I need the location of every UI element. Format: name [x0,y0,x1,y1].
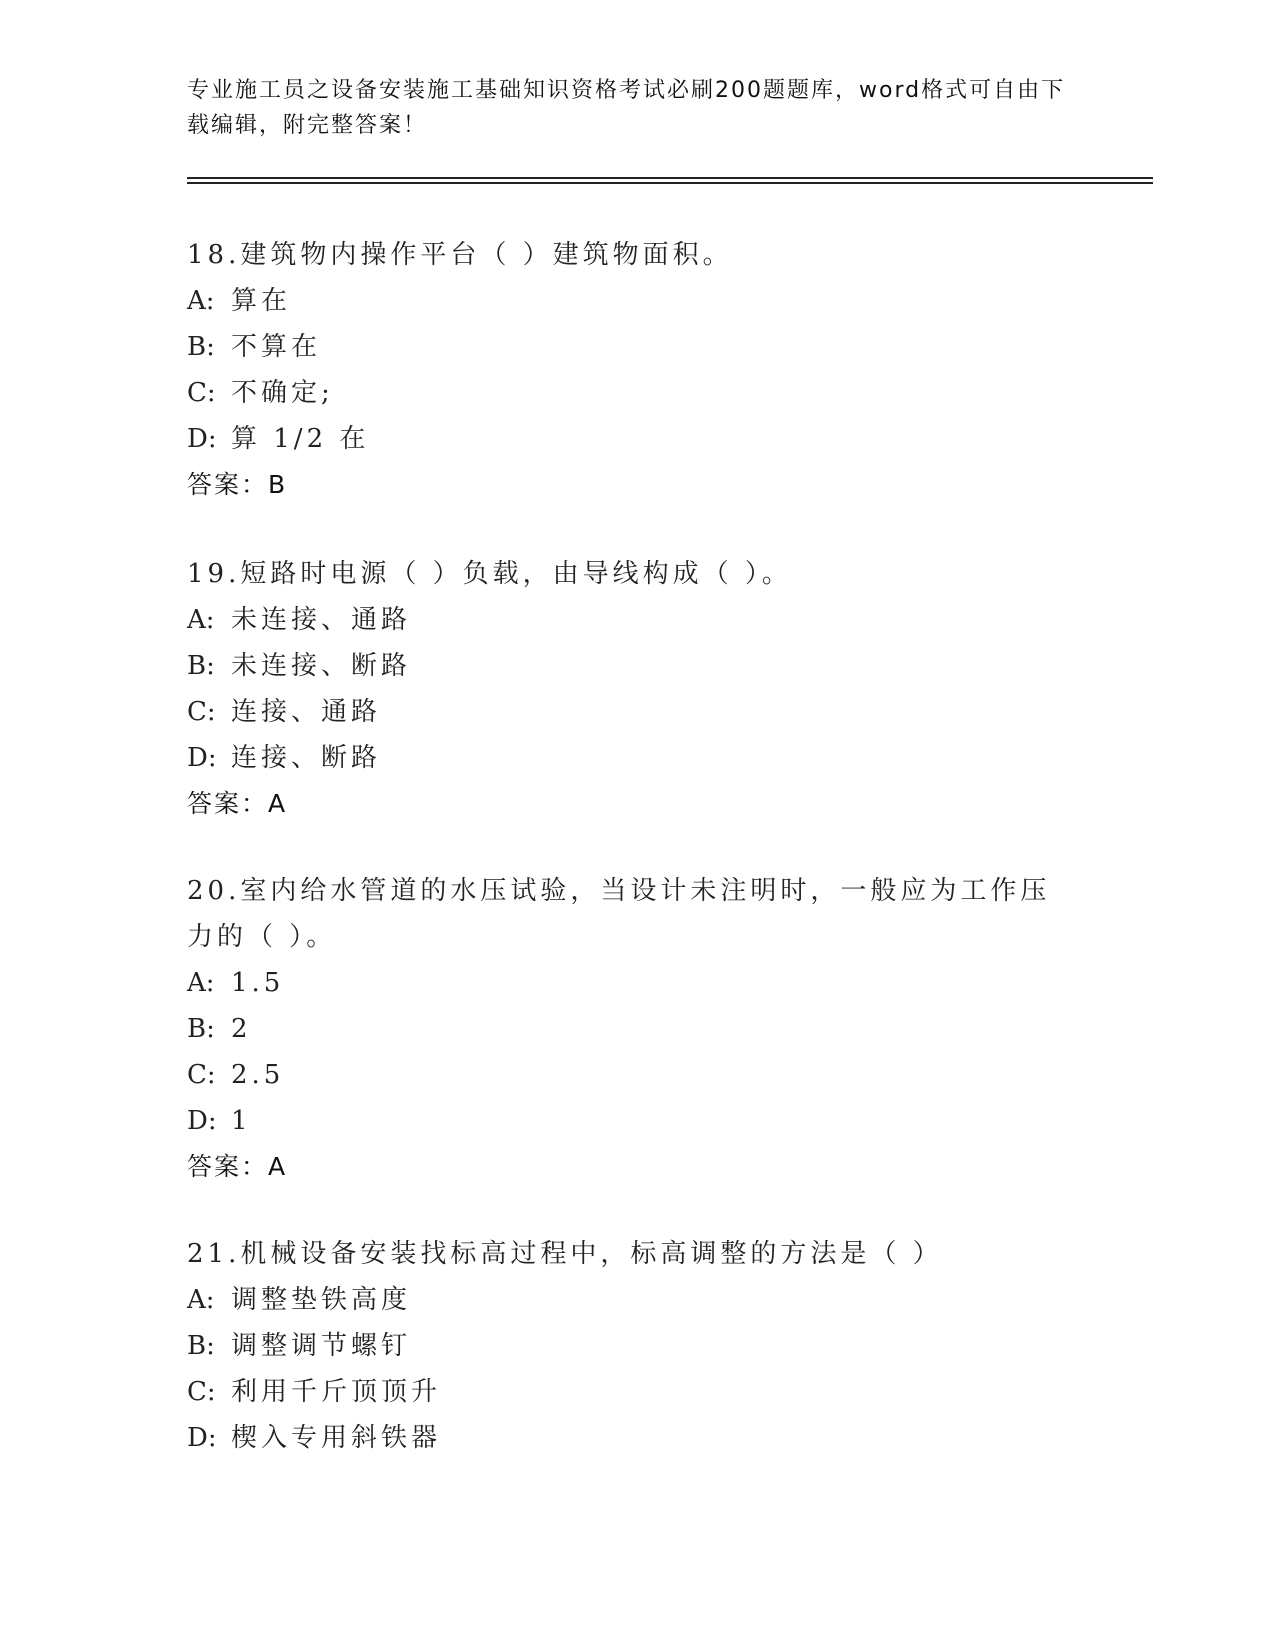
option-letter: B: [187,1331,215,1361]
option-text: 1.5 [231,968,285,998]
option-text: 算 1/2 在 [231,424,370,454]
option-text: 连接、断路 [231,743,382,773]
question-18 [187,232,1087,508]
header-divider-top [187,177,1153,179]
option-text: 算在 [231,286,292,316]
option-c [187,370,1087,416]
question-20 [187,868,1067,1190]
option-b [187,1006,1067,1052]
option-text: 未连接、通路 [231,605,412,635]
option-letter: D: [187,1106,217,1136]
option-b [187,1323,1087,1369]
question-stem: 19.短路时电源（ ）负载，由导线构成（ ）。 [187,559,792,589]
option-letter: C: [187,1060,216,1090]
question-21 [187,1231,1087,1461]
option-c [187,1369,1087,1415]
option-letter: C: [187,378,216,408]
option-c [187,689,1087,735]
option-letter: D: [187,1423,217,1453]
question-stem: 18.建筑物内操作平台（ ）建筑物面积。 [187,240,733,270]
option-text: 不确定; [231,378,334,408]
option-text: 不算在 [231,332,322,362]
question-stem: 20.室内给水管道的水压试验，当设计未注明时，一般应为工作压力的（ ）。 [187,876,1051,952]
option-d [187,416,1087,462]
option-text: 2 [231,1014,252,1044]
option-letter: B: [187,1014,215,1044]
option-letter: A: [187,1285,215,1315]
option-text: 利用千斤顶顶升 [231,1377,442,1407]
option-d [187,1415,1087,1461]
document-header: 专业施工员之设备安装施工基础知识资格考试必刷200题题库，word格式可自由下载编辑，附完整答案！ [187,78,1066,138]
question-stem: 21.机械设备安装找标高过程中，标高调整的方法是（ ） [187,1239,943,1269]
option-c [187,1052,1067,1098]
option-d [187,735,1087,781]
option-b [187,324,1087,370]
option-letter: A: [187,605,215,635]
option-text: 1 [231,1106,252,1136]
option-text: 楔入专用斜铁器 [231,1423,442,1453]
option-a [187,960,1067,1006]
header-divider-bottom [187,182,1153,184]
option-letter: A: [187,286,215,316]
option-text: 调整调节螺钉 [231,1331,412,1361]
option-letter: B: [187,332,215,362]
answer: 答案：B [187,470,288,499]
option-a [187,1277,1087,1323]
option-text: 2.5 [231,1060,285,1090]
option-b [187,643,1087,689]
option-text: 连接、通路 [231,697,382,727]
answer: 答案：A [187,1152,288,1181]
option-letter: D: [187,424,217,454]
option-letter: C: [187,697,216,727]
option-letter: C: [187,1377,216,1407]
option-d [187,1098,1067,1144]
option-a [187,597,1087,643]
option-letter: A: [187,968,215,998]
answer: 答案：A [187,789,288,818]
option-letter: B: [187,651,215,681]
option-a [187,278,1087,324]
option-letter: D: [187,743,217,773]
option-text: 未连接、断路 [231,651,412,681]
option-text: 调整垫铁高度 [231,1285,412,1315]
question-19 [187,551,1087,827]
